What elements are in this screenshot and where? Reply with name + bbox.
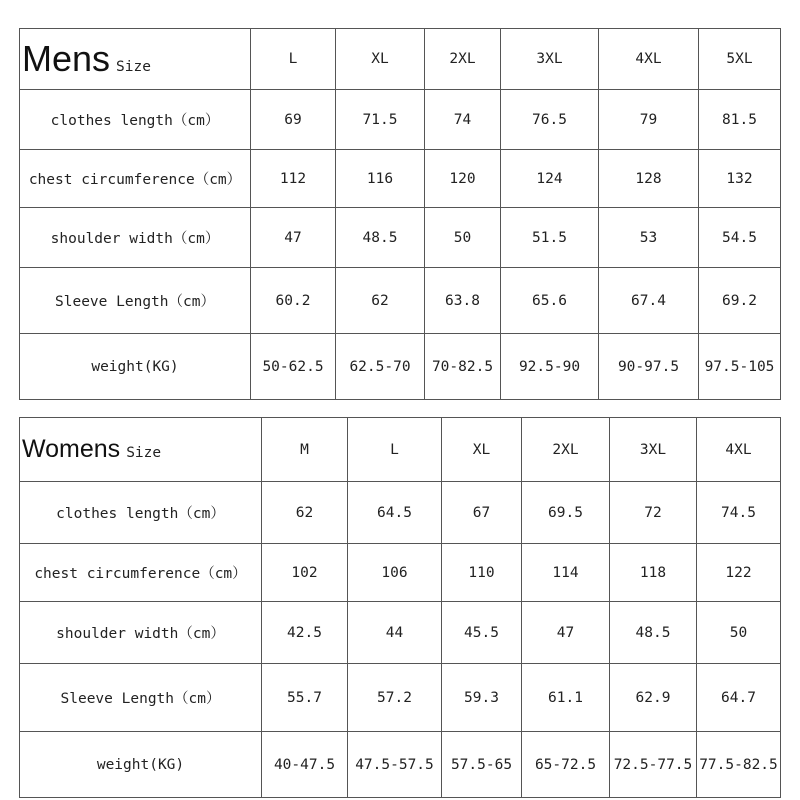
table-cell: 74 [425, 90, 501, 150]
table-cell: 45.5 [442, 602, 522, 664]
womens-size-table [19, 417, 781, 798]
table-cell: 63.8 [425, 268, 501, 334]
table-cell: 69.5 [522, 482, 610, 544]
mens-size-word: Size [116, 59, 151, 75]
womens-size-header: M [262, 418, 348, 482]
mens-row-sleeve [20, 268, 781, 334]
table-cell: 40-47.5 [262, 732, 348, 798]
womens-size-header: XL [442, 418, 522, 482]
table-cell: 74.5 [697, 482, 781, 544]
table-cell: 44 [348, 602, 442, 664]
mens-row-chest [20, 150, 781, 208]
table-cell: 76.5 [501, 90, 599, 150]
row-label: chest circumference（cm） [20, 544, 262, 602]
row-label: shoulder width（cm） [20, 208, 251, 268]
table-cell: 51.5 [501, 208, 599, 268]
row-label: clothes length（cm） [20, 482, 262, 544]
table-cell: 97.5-105 [699, 334, 781, 400]
row-label: weight(KG) [20, 334, 251, 400]
row-label: chest circumference（cm） [20, 150, 251, 208]
mens-size-header: L [251, 29, 336, 90]
table-cell: 106 [348, 544, 442, 602]
table-cell: 120 [425, 150, 501, 208]
table-cell: 54.5 [699, 208, 781, 268]
table-cell: 65.6 [501, 268, 599, 334]
womens-row-chest [20, 544, 781, 602]
mens-size-header: 4XL [599, 29, 699, 90]
womens-row-shoulder [20, 602, 781, 664]
table-cell: 48.5 [610, 602, 697, 664]
womens-header-row [20, 418, 781, 482]
mens-row-weight [20, 334, 781, 400]
mens-size-header: 5XL [699, 29, 781, 90]
table-cell: 47 [522, 602, 610, 664]
table-cell: 67.4 [599, 268, 699, 334]
row-label: shoulder width（cm） [20, 602, 262, 664]
table-cell: 118 [610, 544, 697, 602]
table-cell: 60.2 [251, 268, 336, 334]
table-cell: 77.5-82.5 [697, 732, 781, 798]
table-cell: 50 [425, 208, 501, 268]
table-cell: 62.9 [610, 664, 697, 732]
table-cell: 57.5-65 [442, 732, 522, 798]
table-cell: 62 [336, 268, 425, 334]
womens-row-weight [20, 732, 781, 798]
mens-header-row [20, 29, 781, 90]
table-cell: 92.5-90 [501, 334, 599, 400]
table-cell: 70-82.5 [425, 334, 501, 400]
row-label: Sleeve Length（cm） [20, 268, 251, 334]
womens-row-clothes-length [20, 482, 781, 544]
table-cell: 62.5-70 [336, 334, 425, 400]
table-cell: 69.2 [699, 268, 781, 334]
womens-row-sleeve [20, 664, 781, 732]
table-cell: 48.5 [336, 208, 425, 268]
table-cell: 47.5-57.5 [348, 732, 442, 798]
table-cell: 128 [599, 150, 699, 208]
table-cell: 64.5 [348, 482, 442, 544]
table-cell: 61.1 [522, 664, 610, 732]
table-cell: 59.3 [442, 664, 522, 732]
womens-size-header: 3XL [610, 418, 697, 482]
womens-size-header: 4XL [697, 418, 781, 482]
table-cell: 81.5 [699, 90, 781, 150]
mens-size-table [19, 28, 781, 400]
womens-size-header: L [348, 418, 442, 482]
mens-size-header: 3XL [501, 29, 599, 90]
table-cell: 72.5-77.5 [610, 732, 697, 798]
womens-size-header: 2XL [522, 418, 610, 482]
table-cell: 47 [251, 208, 336, 268]
table-cell: 122 [697, 544, 781, 602]
table-cell: 42.5 [262, 602, 348, 664]
womens-title-cell [20, 418, 262, 482]
mens-row-clothes-length [20, 90, 781, 150]
row-label: Sleeve Length（cm） [20, 664, 262, 732]
womens-title: Womens [22, 435, 121, 463]
mens-size-header: 2XL [425, 29, 501, 90]
table-cell: 112 [251, 150, 336, 208]
table-cell: 50 [697, 602, 781, 664]
mens-title: Mens [22, 38, 111, 79]
mens-row-shoulder [20, 208, 781, 268]
row-label: clothes length（cm） [20, 90, 251, 150]
table-cell: 72 [610, 482, 697, 544]
table-cell: 116 [336, 150, 425, 208]
table-cell: 79 [599, 90, 699, 150]
table-cell: 50-62.5 [251, 334, 336, 400]
womens-size-word: Size [126, 445, 162, 461]
table-cell: 110 [442, 544, 522, 602]
table-cell: 65-72.5 [522, 732, 610, 798]
table-cell: 64.7 [697, 664, 781, 732]
table-cell: 71.5 [336, 90, 425, 150]
table-cell: 114 [522, 544, 610, 602]
table-cell: 57.2 [348, 664, 442, 732]
table-cell: 69 [251, 90, 336, 150]
table-cell: 53 [599, 208, 699, 268]
mens-size-header: XL [336, 29, 425, 90]
table-cell: 55.7 [262, 664, 348, 732]
table-cell: 102 [262, 544, 348, 602]
table-cell: 62 [262, 482, 348, 544]
mens-title-cell [20, 29, 251, 90]
table-cell: 124 [501, 150, 599, 208]
table-cell: 90-97.5 [599, 334, 699, 400]
table-cell: 67 [442, 482, 522, 544]
table-cell: 132 [699, 150, 781, 208]
row-label: weight(KG) [20, 732, 262, 798]
